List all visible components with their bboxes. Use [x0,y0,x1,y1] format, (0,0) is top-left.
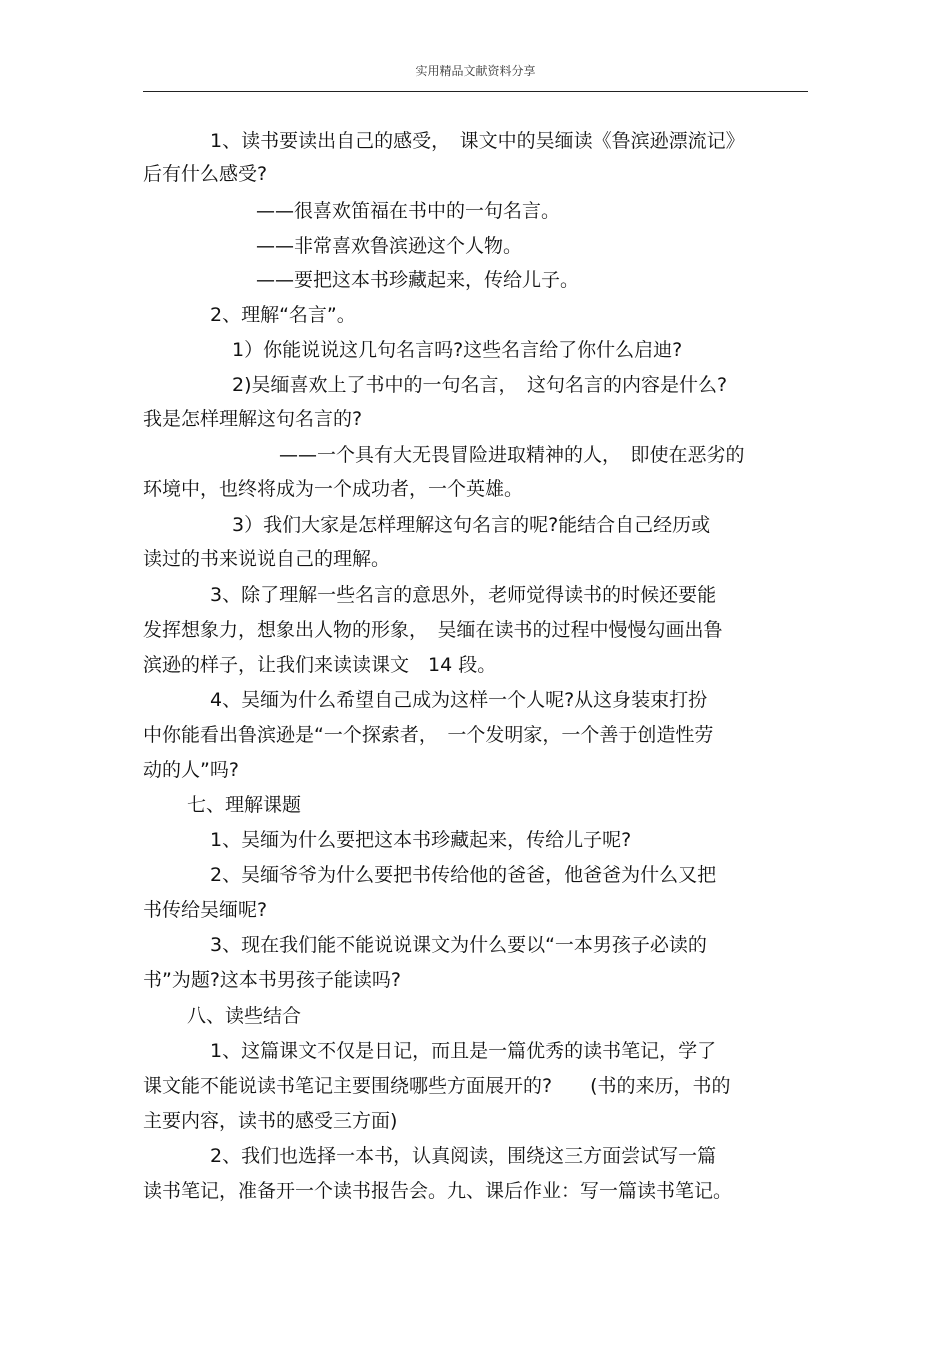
paragraph-line: ——很喜欢笛福在书中的一句名言。 [256,200,561,222]
paragraph-line: 我是怎样理解这句名言的? [143,408,363,430]
paragraph-line: 1、这篇课文不仅是日记，而且是一篇优秀的读书笔记，学了 [210,1040,717,1062]
paragraph-line: 1、吴缅为什么要把这本书珍藏起来，传给儿子呢? [210,829,632,851]
paragraph-line: 3、除了理解一些名言的意思外，老师觉得读书的时候还要能 [210,584,717,606]
paragraph-line: 1）你能说说这几句名言吗?这些名言给了你什么启迪? [232,339,683,361]
paragraph-line: 环境中，也终将成为一个成功者，一个英雄。 [143,478,524,500]
paragraph-line: 读过的书来说说自己的理解。 [143,548,391,570]
paragraph-line: 3）我们大家是怎样理解这句名言的呢?能结合自己经历或 [232,514,711,536]
paragraph-line: 4、吴缅为什么希望自己成为这样一个人呢?从这身装束打扮 [210,689,708,711]
paragraph-line: 书”为题?这本书男孩子能读吗? [143,969,402,991]
paragraph-line: 中你能看出鲁滨逊是“一个探索者， 一个发明家，一个善于创造性劳 [143,724,714,746]
paragraph-line: 2、吴缅爷爷为什么要把书传给他的爸爸，他爸爸为什么又把 [210,864,717,886]
paragraph-line: 2)吴缅喜欢上了书中的一句名言， 这句名言的内容是什么? [232,374,728,396]
paragraph-line: 滨逊的样子，让我们来读读课文 14 段。 [143,654,497,676]
section-heading: 七、理解课题 [187,794,302,816]
paragraph-line: 2、理解“名言”。 [210,304,356,326]
paragraph-line: 3、现在我们能不能说说课文为什么要以“一本男孩子必读的 [210,934,707,956]
paragraph-line: ——要把这本书珍藏起来，传给儿子。 [256,269,580,291]
paragraph-line: 2、我们也选择一本书，认真阅读，围绕这三方面尝试写一篇 [210,1145,717,1167]
paragraph-line: ——非常喜欢鲁滨逊这个人物。 [256,235,523,257]
paragraph-line: 课文能不能说读书笔记主要围绕哪些方面展开的? (书的来历，书的 [143,1075,731,1097]
paragraph-line: 发挥想象力，想象出人物的形象， 吴缅在读书的过程中慢慢勾画出鲁 [143,619,723,641]
paragraph-line: 读书笔记，准备开一个读书报告会。九、课后作业：写一篇读书笔记。 [143,1180,733,1202]
paragraph-line: 动的人”吗? [143,759,239,781]
header-title: 实用精品文献资料分享 [415,64,536,78]
section-heading: 八、读些结合 [187,1005,302,1027]
paragraph-line: ——一个具有大无畏冒险进取精神的人， 即使在恶劣的 [279,444,745,466]
page-header [143,60,808,92]
paragraph-line: 1、读书要读出自己的感受， 课文中的吴缅读《鲁滨逊漂流记》 [210,130,745,152]
paragraph-line: 主要内容，读书的感受三方面) [143,1110,398,1132]
paragraph-line: 后有什么感受? [143,163,268,185]
paragraph-line: 书传给吴缅呢? [143,899,268,921]
